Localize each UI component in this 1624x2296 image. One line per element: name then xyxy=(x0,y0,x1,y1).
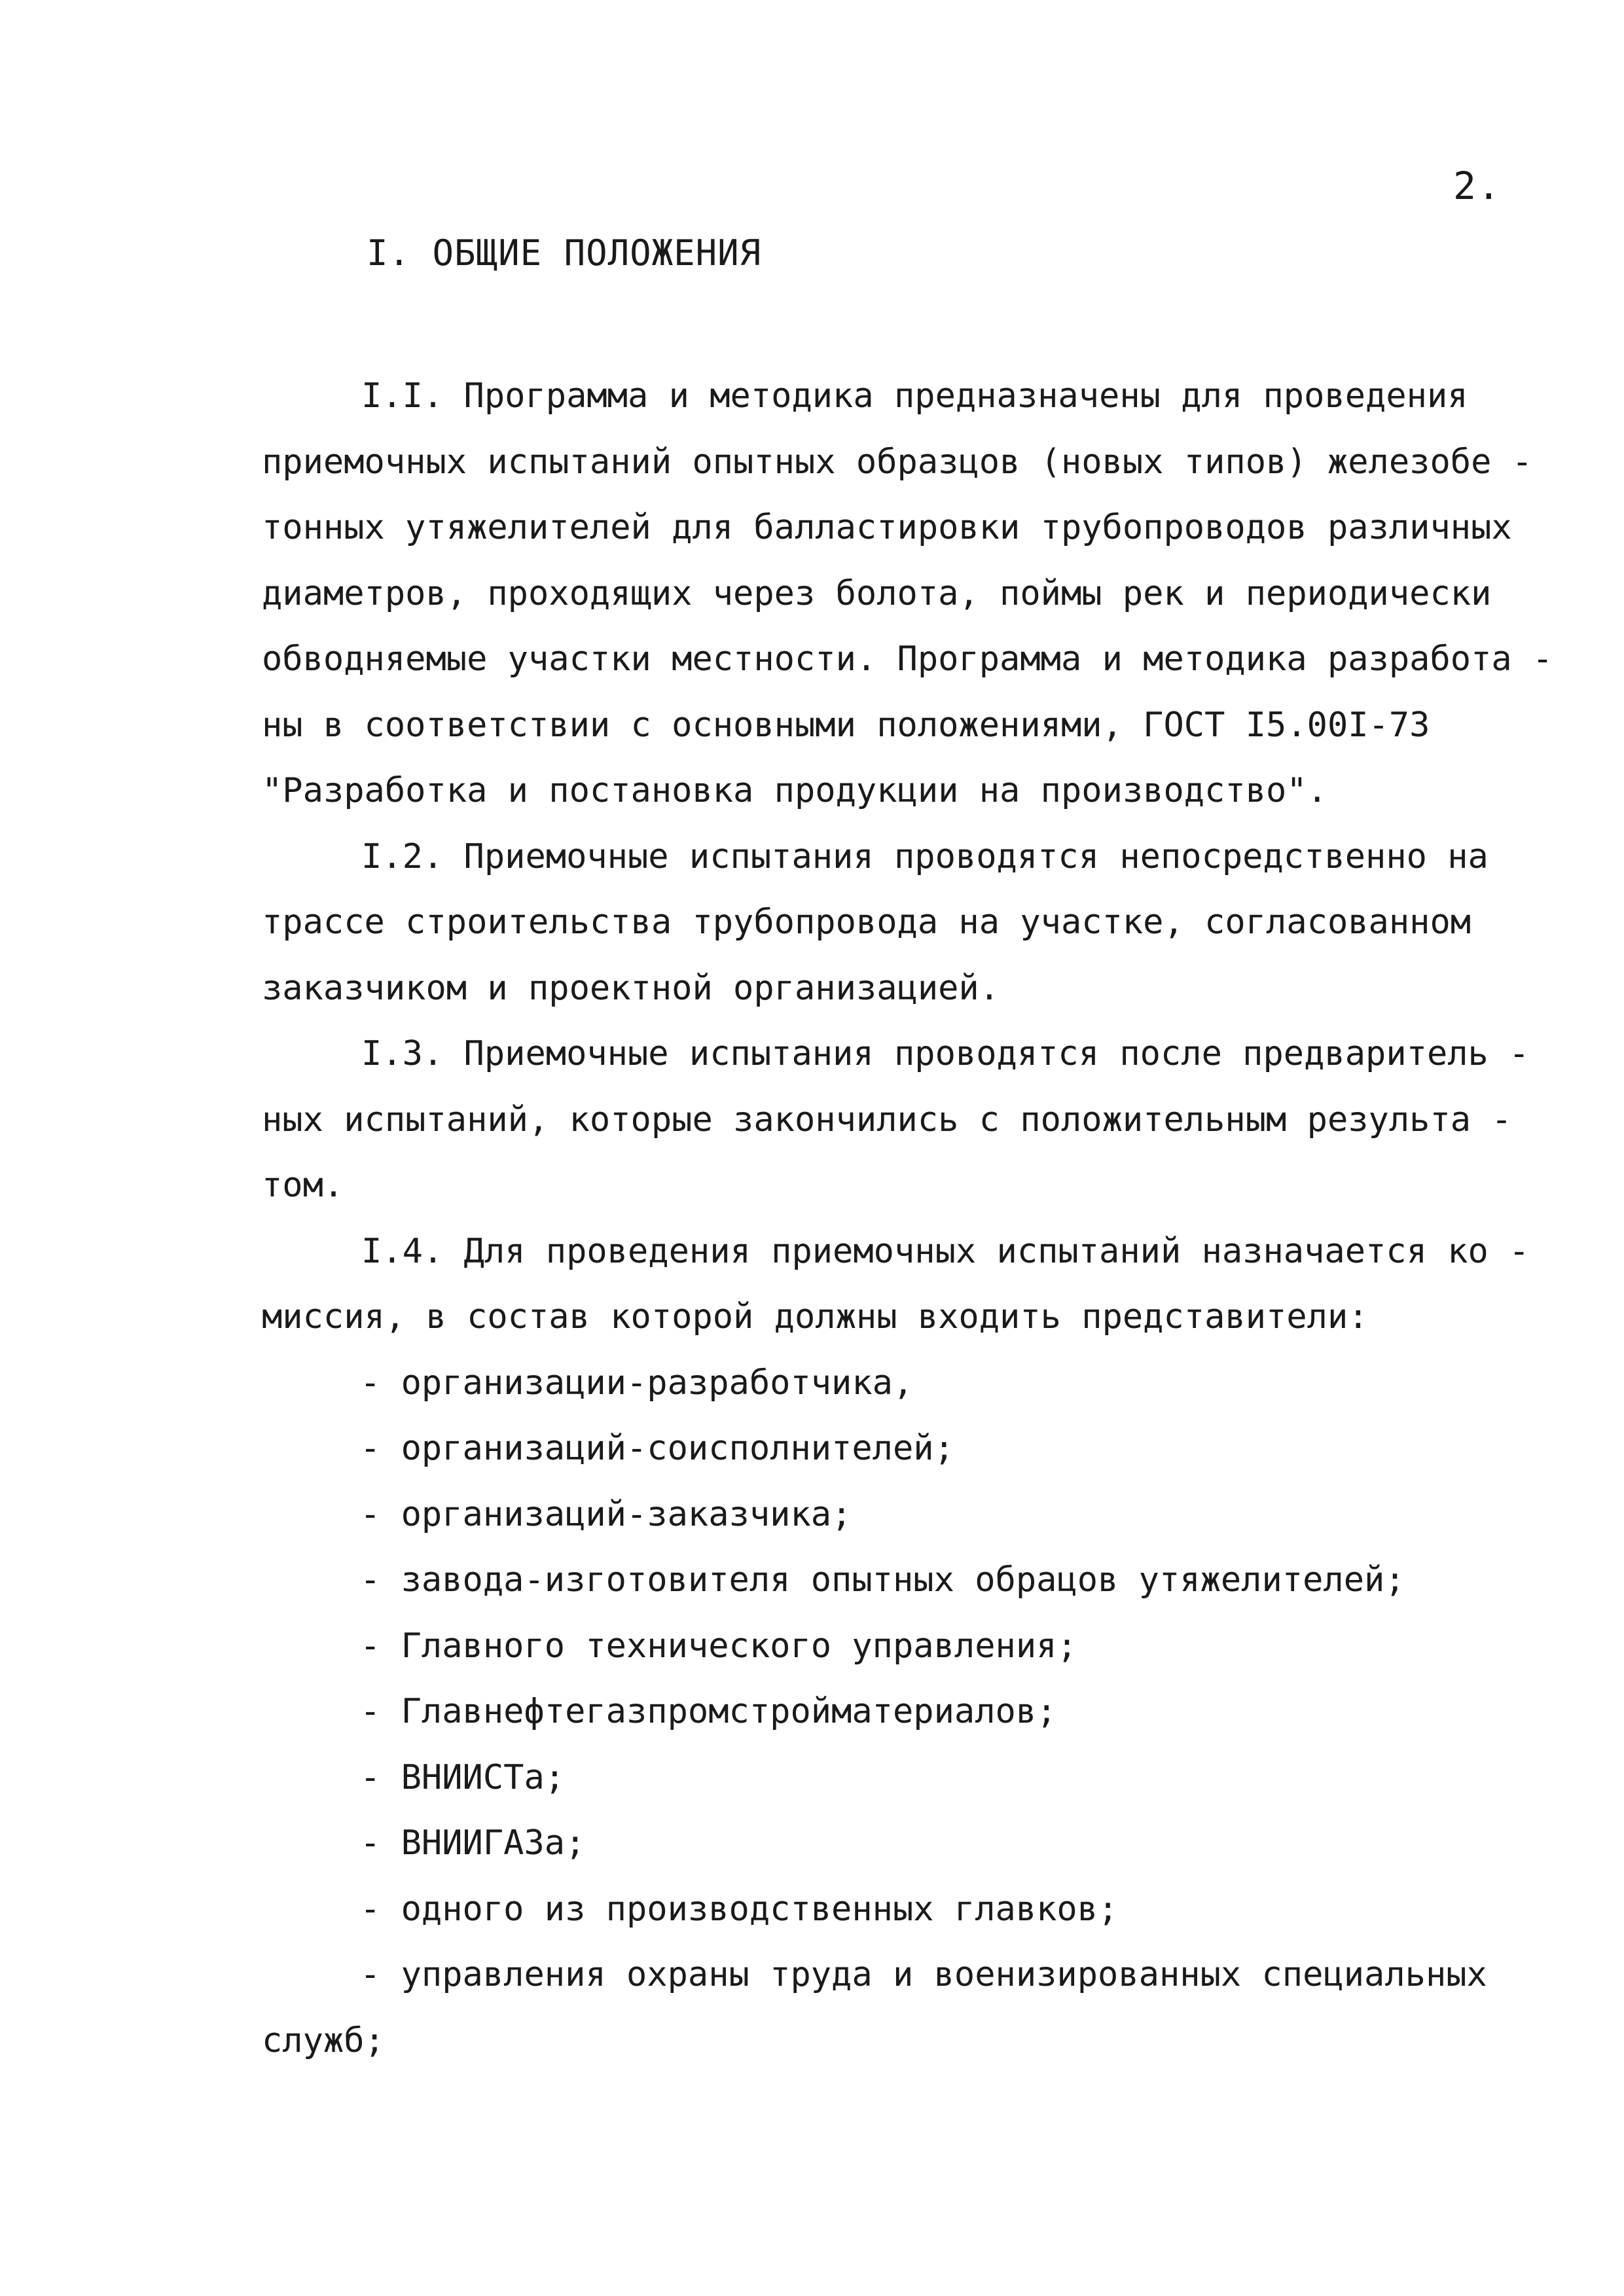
page-number: 2. xyxy=(1453,164,1502,208)
list-item: - Главнефтегазпромстройматериалов; xyxy=(360,1692,1057,1731)
list-item: - ВНИИСТа; xyxy=(360,1757,566,1797)
text-line: диаметров, проходящих через болота, поймы рек и периодически xyxy=(262,573,1492,613)
text-line: служб; xyxy=(262,2020,385,2060)
list-item: - Главного технического управления; xyxy=(360,1626,1077,1666)
section-body xyxy=(262,363,1553,2073)
list-item: - управления охраны труда и военизированных специальных xyxy=(360,1955,1487,1994)
text-line: заказчиком и проектной организацией. xyxy=(262,968,1000,1008)
text-line: I.3. Приемочные испытания проводятся после предваритель - xyxy=(361,1034,1530,1073)
text-line: трассе строительства трубопровода на участке, согласованном xyxy=(262,903,1471,942)
section-heading: I. ОБЩИЕ ПОЛОЖЕНИЯ xyxy=(367,232,762,274)
text-line: "Разработка и постановка продукции на производство". xyxy=(262,771,1327,810)
list-item: - ВНИИГАЗа; xyxy=(360,1823,586,1863)
list-item: - организации-разработчика, xyxy=(360,1363,914,1403)
text-line: том. xyxy=(262,1166,344,1205)
text-line: ны в соответствии с основными положениями, ГОСТ I5.00I-73 xyxy=(262,705,1430,745)
text-line: миссия, в состав которой должны входить представители: xyxy=(262,1297,1369,1336)
text-line: ных испытаний, которые закончились с положительным результа - xyxy=(262,1100,1512,1139)
text-line: I.I. Программа и методика предназначены для проведения xyxy=(361,376,1468,416)
list-item: - организаций-заказчика; xyxy=(360,1494,852,1534)
text-line: тонных утяжелителей для балластировки трубопроводов различных xyxy=(262,508,1512,547)
list-item: - завода-изготовителя опытных обрацов утяжелителей; xyxy=(360,1560,1405,1600)
text-line: приемочных испытаний опытных образцов (новых типов) железобе - xyxy=(262,442,1533,482)
text-line: I.4. Для проведения приемочных испытаний назначается ко - xyxy=(361,1231,1530,1271)
text-line: обводняемые участки местности. Программа и методика разработа - xyxy=(262,639,1553,679)
text-line: I.2. Приемочные испытания проводятся непосредственно на xyxy=(361,836,1489,876)
list-item: - организаций-соисполнителей; xyxy=(360,1429,954,1468)
list-item: - одного из производственных главков; xyxy=(360,1889,1119,1929)
